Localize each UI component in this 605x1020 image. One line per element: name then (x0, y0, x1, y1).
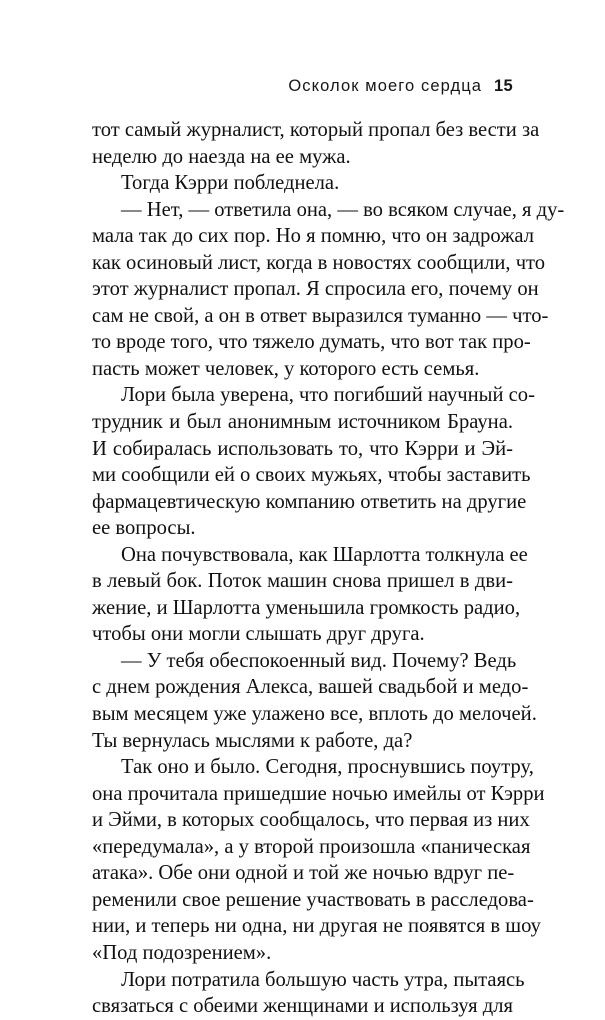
text-line: Лори была уверена, что погибший научный со- (121, 384, 535, 407)
text-line: нии, и теперь ни одна, ни другая не появятся в шоу (92, 915, 541, 938)
text-line: вым месяцем уже улажено все, вплоть до мелочей. (92, 703, 537, 726)
text-line: ми сообщили ей о своих мужьях, чтобы заставить (92, 464, 531, 487)
text-line: мала так до сих пор. Но я помню, что он задрожал (92, 225, 535, 248)
text-line: Ты вернулась мыслями к работе, да? (92, 729, 413, 752)
text-line: с днем рождения Алекса, вашей свадьбой и медо- (92, 676, 529, 699)
text-line: она прочитала пришедшие ночью имейлы от Кэрри (92, 782, 545, 805)
text-line: — Нет, — ответила она, — во всяком случае, я ду- (121, 198, 565, 221)
text-line: в левый бок. Поток машин снова пришел в дви- (92, 570, 513, 593)
text-line: ременили свое решение участвовать в расследова- (92, 888, 534, 911)
running-head (110, 74, 513, 98)
body-text (92, 117, 565, 1020)
text-line: Лори потратила большую часть утра, пытаясь (121, 968, 525, 991)
text-line: сам не свой, а он в ответ выразился туманно — что- (92, 304, 549, 327)
text-line: «Под подозрением». (92, 941, 272, 964)
text-line: трудник и был анонимным источником Брауна. (92, 411, 513, 434)
text-line: жение, и Шарлотта уменьшила громкость радио, (92, 596, 521, 619)
text-line: и Эйми, в которых сообщалось, что первая из них (92, 809, 530, 832)
text-line: связаться с обеими женщинами и используя для (92, 995, 513, 1018)
text-line: то вроде того, что тяжело думать, что вот так про- (92, 331, 531, 354)
book-title: Осколок моего сердца (288, 77, 483, 95)
text-line: тот самый журналист, который пропал без вести за (92, 119, 540, 141)
text-line: Тогда Кэрри побледнела. (121, 172, 340, 195)
text-line: ее вопросы. (92, 517, 196, 540)
text-line: неделю до наезда на ее мужа. (92, 145, 351, 168)
text-line: этот журналист пропал. Я спросила его, почему он (92, 278, 539, 301)
page-number: 15 (494, 77, 513, 95)
text-line: «передумала», а у второй произошла «паническая (92, 835, 531, 858)
text-line: — У тебя обеспокоенный вид. Почему? Ведь (121, 649, 517, 672)
text-line: пасть может человек, у которого есть семья. (92, 357, 480, 380)
text-line: Так оно и было. Сегодня, проснувшись поутру, (121, 756, 534, 779)
text-line: чтобы они могли слышать друг друга. (92, 623, 425, 646)
text-line: И собиралась использовать то, что Кэрри и Эй- (92, 437, 513, 460)
text-line: атака». Обе они одной и той же ночью вдруг пе- (92, 862, 515, 885)
text-line: фармацевтическую компанию ответить на другие (92, 490, 527, 513)
text-line: Она почувствовала, как Шарлотта толкнула ее (121, 543, 528, 566)
text-line: как осиновый лист, когда в новостях сообщили, что (92, 251, 546, 274)
